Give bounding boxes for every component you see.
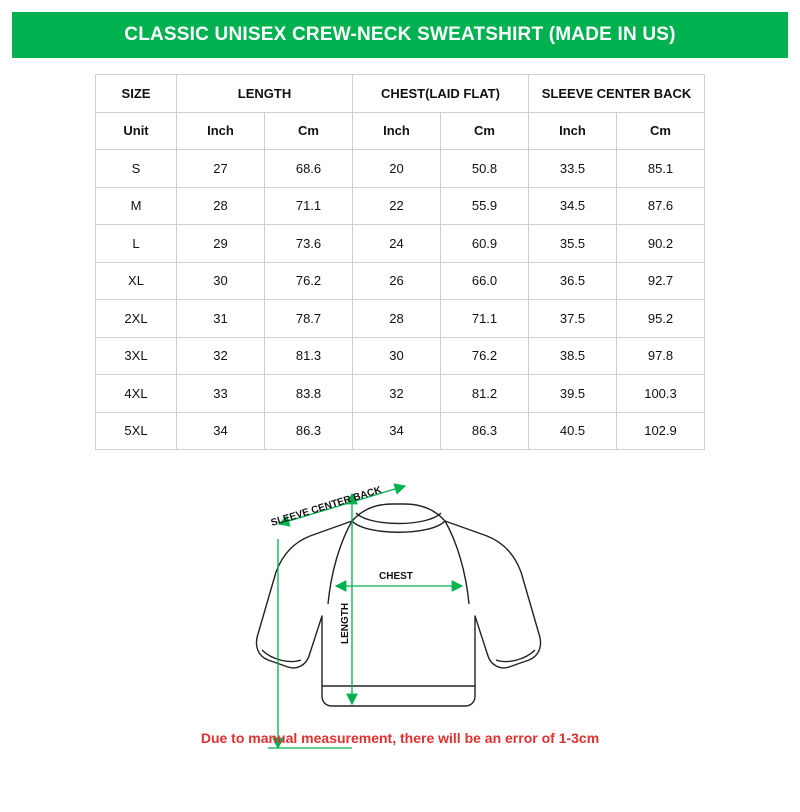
label-length: LENGTH bbox=[340, 602, 351, 644]
table-row bbox=[96, 300, 705, 338]
measure-labels bbox=[270, 484, 413, 644]
measure-arrows bbox=[268, 486, 462, 748]
cell-size: M bbox=[96, 187, 177, 225]
cell-length-cm: 78.7 bbox=[265, 300, 353, 338]
cell-chest-cm: 60.9 bbox=[441, 225, 529, 263]
cell-sleeve-inch: 37.5 bbox=[529, 300, 617, 338]
cell-sleeve-cm: 85.1 bbox=[617, 150, 705, 188]
cell-chest-inch: 32 bbox=[353, 375, 441, 413]
header-chest-cm: Cm bbox=[441, 112, 529, 150]
cell-length-cm: 73.6 bbox=[265, 225, 353, 263]
size-table-container bbox=[95, 74, 705, 450]
cell-length-cm: 68.6 bbox=[265, 150, 353, 188]
cell-sleeve-cm: 100.3 bbox=[617, 375, 705, 413]
cell-length-cm: 76.2 bbox=[265, 262, 353, 300]
header-unit: Unit bbox=[96, 112, 177, 150]
cell-length-cm: 83.8 bbox=[265, 375, 353, 413]
cell-length-inch: 34 bbox=[177, 412, 265, 450]
table-row bbox=[96, 412, 705, 450]
label-sleeve-center-back: SLEEVE CENTER BACK bbox=[269, 484, 383, 529]
header-sleeve-cm: Cm bbox=[617, 112, 705, 150]
cell-length-cm: 86.3 bbox=[265, 412, 353, 450]
cell-chest-inch: 30 bbox=[353, 337, 441, 375]
label-chest: CHEST bbox=[379, 571, 413, 582]
table-row bbox=[96, 262, 705, 300]
cell-sleeve-cm: 97.8 bbox=[617, 337, 705, 375]
table-row bbox=[96, 225, 705, 263]
cell-chest-inch: 20 bbox=[353, 150, 441, 188]
cell-chest-cm: 55.9 bbox=[441, 187, 529, 225]
cell-length-inch: 32 bbox=[177, 337, 265, 375]
cell-length-inch: 33 bbox=[177, 375, 265, 413]
cell-sleeve-cm: 102.9 bbox=[617, 412, 705, 450]
measurement-diagram bbox=[0, 464, 800, 764]
header-sleeve-inch: Inch bbox=[529, 112, 617, 150]
cell-chest-inch: 24 bbox=[353, 225, 441, 263]
sweatshirt-diagram-svg bbox=[0, 464, 800, 764]
cell-chest-cm: 76.2 bbox=[441, 337, 529, 375]
cell-sleeve-cm: 90.2 bbox=[617, 225, 705, 263]
cell-sleeve-inch: 34.5 bbox=[529, 187, 617, 225]
cell-length-cm: 81.3 bbox=[265, 337, 353, 375]
cell-sleeve-cm: 87.6 bbox=[617, 187, 705, 225]
cell-chest-cm: 86.3 bbox=[441, 412, 529, 450]
cell-length-inch: 27 bbox=[177, 150, 265, 188]
cell-sleeve-inch: 33.5 bbox=[529, 150, 617, 188]
cell-size: S bbox=[96, 150, 177, 188]
cell-size: 5XL bbox=[96, 412, 177, 450]
cell-chest-inch: 26 bbox=[353, 262, 441, 300]
cell-sleeve-inch: 39.5 bbox=[529, 375, 617, 413]
header-length-inch: Inch bbox=[177, 112, 265, 150]
cell-chest-inch: 34 bbox=[353, 412, 441, 450]
table-row bbox=[96, 150, 705, 188]
cell-size: 4XL bbox=[96, 375, 177, 413]
cell-sleeve-inch: 35.5 bbox=[529, 225, 617, 263]
size-chart-page bbox=[0, 12, 800, 812]
cell-sleeve-cm: 92.7 bbox=[617, 262, 705, 300]
page-title: CLASSIC UNISEX CREW-NECK SWEATSHIRT (MADE IN US) bbox=[12, 12, 788, 58]
cell-chest-cm: 66.0 bbox=[441, 262, 529, 300]
cell-chest-cm: 71.1 bbox=[441, 300, 529, 338]
header-size: SIZE bbox=[96, 75, 177, 113]
cell-size: 2XL bbox=[96, 300, 177, 338]
cell-length-cm: 71.1 bbox=[265, 187, 353, 225]
table-row bbox=[96, 375, 705, 413]
header-length: LENGTH bbox=[177, 75, 353, 113]
cell-length-inch: 29 bbox=[177, 225, 265, 263]
cell-sleeve-cm: 95.2 bbox=[617, 300, 705, 338]
size-table bbox=[95, 74, 705, 450]
header-chest-inch: Inch bbox=[353, 112, 441, 150]
cell-length-inch: 31 bbox=[177, 300, 265, 338]
table-row bbox=[96, 187, 705, 225]
cell-length-inch: 28 bbox=[177, 187, 265, 225]
table-row bbox=[96, 337, 705, 375]
header-length-cm: Cm bbox=[265, 112, 353, 150]
cell-size: XL bbox=[96, 262, 177, 300]
cell-chest-inch: 28 bbox=[353, 300, 441, 338]
measurement-note: Due to manual measurement, there will be an error of 1-3cm bbox=[200, 730, 600, 746]
header-sleeve: SLEEVE CENTER BACK bbox=[529, 75, 705, 113]
cell-chest-cm: 50.8 bbox=[441, 150, 529, 188]
table-header-row-units bbox=[96, 112, 705, 150]
cell-chest-inch: 22 bbox=[353, 187, 441, 225]
header-chest: CHEST(LAID FLAT) bbox=[353, 75, 529, 113]
cell-size: 3XL bbox=[96, 337, 177, 375]
cell-size: L bbox=[96, 225, 177, 263]
sweatshirt-outline bbox=[256, 504, 540, 706]
cell-length-inch: 30 bbox=[177, 262, 265, 300]
table-header-row-groups bbox=[96, 75, 705, 113]
cell-sleeve-inch: 40.5 bbox=[529, 412, 617, 450]
cell-chest-cm: 81.2 bbox=[441, 375, 529, 413]
cell-sleeve-inch: 36.5 bbox=[529, 262, 617, 300]
cell-sleeve-inch: 38.5 bbox=[529, 337, 617, 375]
